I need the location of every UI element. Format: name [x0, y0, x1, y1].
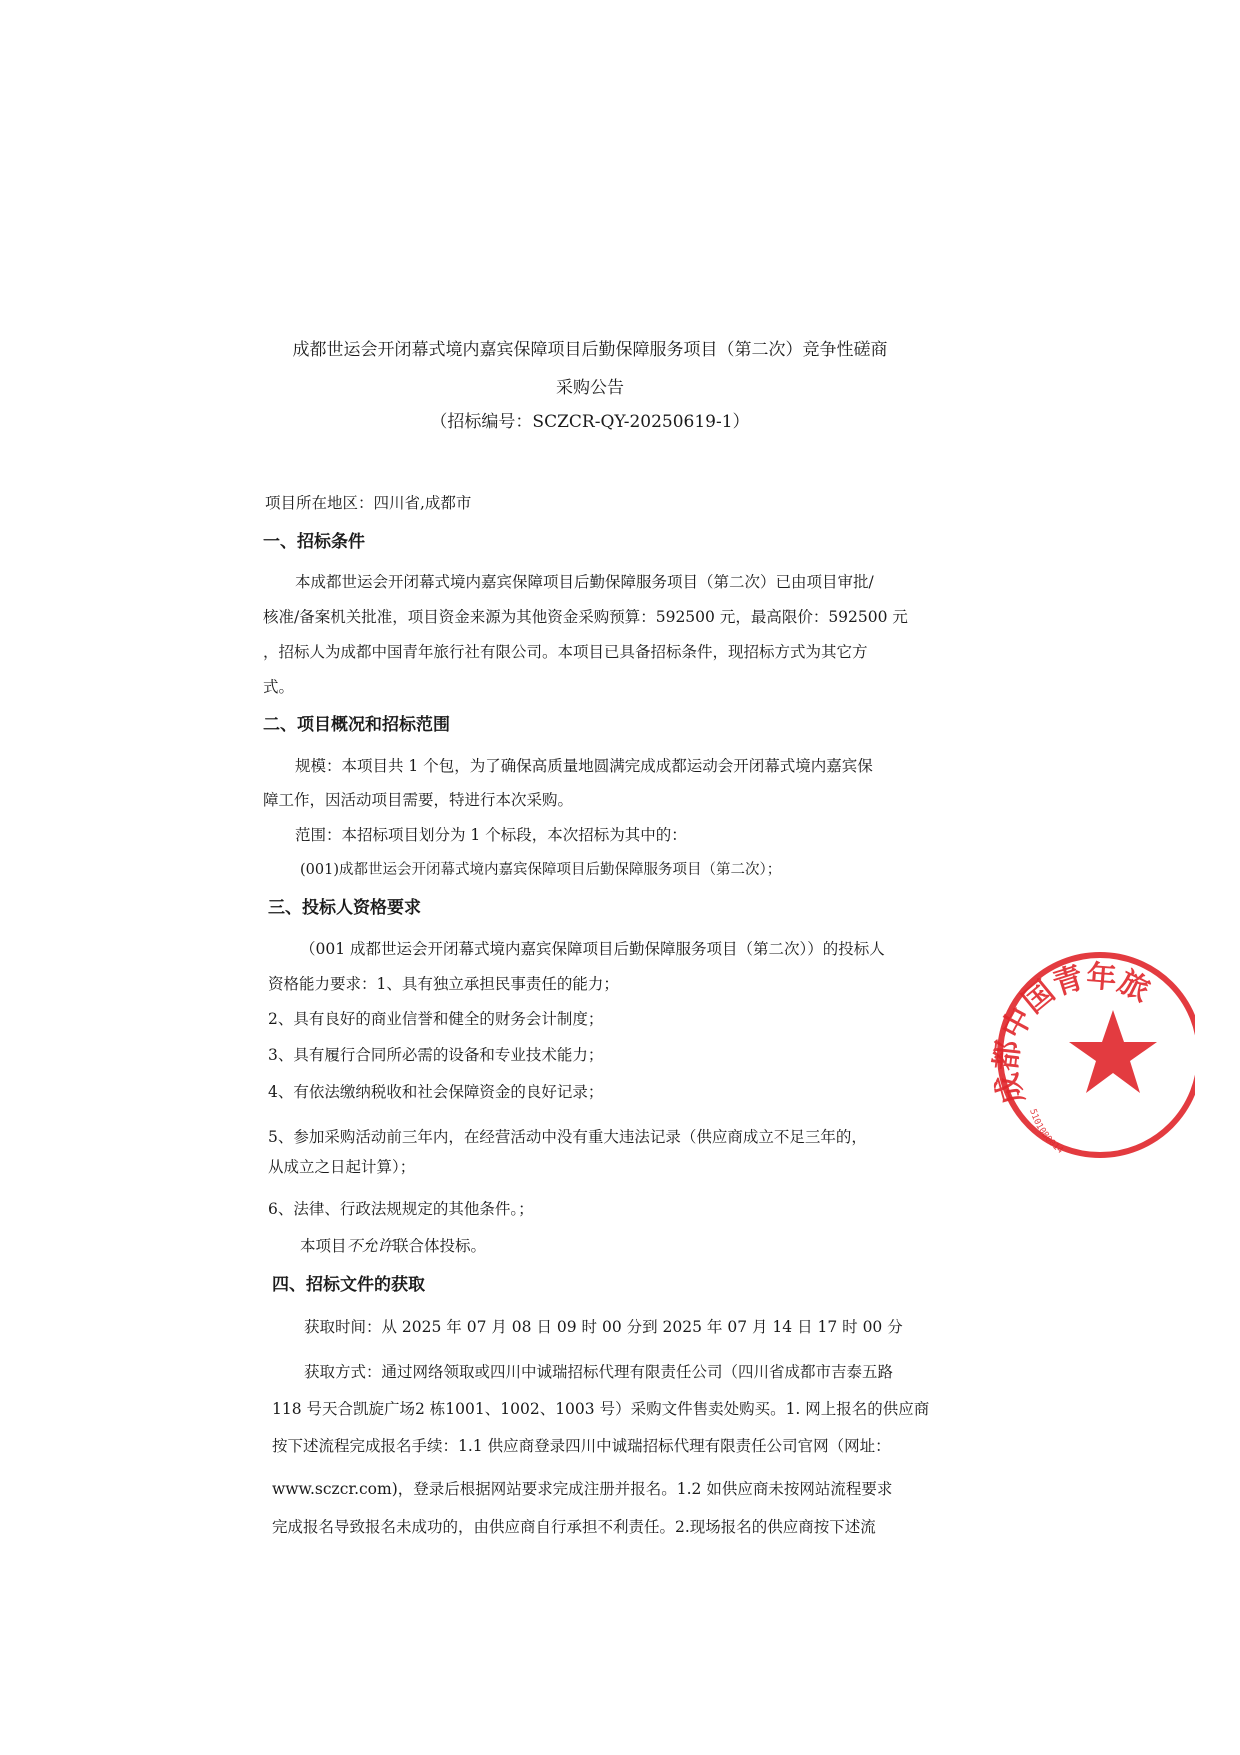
- section1-line: ，招标人为成都中国青年旅行社有限公司。本项目已具备招标条件，现招标方式为其它方: [263, 643, 868, 661]
- section3-line: 5、参加采购活动前三年内，在经营活动中没有重大违法记录（供应商成立不足三年的，: [268, 1128, 867, 1146]
- section1-line: 式。: [263, 678, 295, 696]
- section3-line: 2、具有良好的商业信誉和健全的财务会计制度；: [268, 1010, 604, 1028]
- company-seal-icon: [985, 950, 1195, 1160]
- consortium-note: [300, 1237, 486, 1256]
- section4-line: 完成报名导致报名未成功的，由供应商自行承担不利责任。2.现场报名的供应商按下述流: [272, 1518, 876, 1536]
- section3-line: 6、法律、行政法规规定的其他条件。；: [268, 1200, 534, 1218]
- section3-line: 资格能力要求：1、具有独立承担民事责任的能力；: [268, 975, 619, 993]
- consortium-italic: 不允许: [346, 1237, 394, 1255]
- section4-line: www.sczcr.com)，登录后根据网站要求完成注册并报名。1.2 如供应商未按网站流程要求: [272, 1480, 893, 1498]
- section1-heading: 一、招标条件: [263, 532, 365, 552]
- document-title-line2: 采购公告: [556, 378, 624, 398]
- section2-line: 范围：本招标项目划分为 1 个标段，本次招标为其中的：: [295, 826, 687, 844]
- section3-line: 3、具有履行合同所必需的设备和专业技术能力；: [268, 1046, 604, 1064]
- project-region: 项目所在地区：四川省,成都市: [265, 494, 472, 512]
- seal-star-icon: [1069, 1010, 1157, 1093]
- section3-line: 4、有依法缴纳税收和社会保障资金的良好记录；: [268, 1083, 604, 1101]
- section1-line: 本成都世运会开闭幕式境内嘉宾保障项目后勤保障服务项目（第二次）已由项目审批/: [295, 573, 874, 591]
- section2-heading: 二、项目概况和招标范围: [263, 715, 450, 735]
- section4-line: 获取方式：通过网络领取或四川中诚瑞招标代理有限责任公司（四川省成都市吉泰五路: [304, 1363, 894, 1381]
- seal-number: 5101080014: [1027, 1107, 1065, 1157]
- section3-heading: 三、投标人资格要求: [268, 898, 421, 918]
- section2-line: 障工作，因活动项目需要，特进行本次采购。: [263, 791, 574, 809]
- document-title: 成都世运会开闭幕式境内嘉宾保障项目后勤保障服务项目（第二次）竞争性磋商: [292, 340, 888, 360]
- section2-line: 规模：本项目共 1 个包，为了确保高质量地圆满完成成都运动会开闭幕式境内嘉宾保: [295, 757, 873, 775]
- section2-line: (001)成都世运会开闭幕式境内嘉宾保障项目后勤保障服务项目（第二次）；: [300, 862, 782, 878]
- section4-line: 获取时间：从 2025 年 07 月 08 日 09 时 00 分到 2025 年 07 月 14 日 17 时 00 分: [304, 1318, 903, 1336]
- section1-line: 核准/备案机关批准，项目资金来源为其他资金采购预算：592500 元，最高限价：592500 元: [263, 608, 908, 626]
- section4-line: 按下述流程完成报名手续：1.1 供应商登录四川中诚瑞招标代理有限责任公司官网（网址：: [272, 1437, 891, 1455]
- section3-line: 从成立之日起计算）；: [268, 1158, 416, 1176]
- consortium-prefix: 本项目: [300, 1237, 347, 1255]
- section3-line: （001 成都世运会开闭幕式境内嘉宾保障项目后勤保障服务项目（第二次））的投标人: [300, 940, 885, 958]
- section4-line: 118 号天合凯旋广场2 栋1001、1002、1003 号）采购文件售卖处购买。1. 网上报名的供应商: [272, 1400, 930, 1418]
- seal-text: 成都中国青年旅: [988, 959, 1156, 1108]
- tender-number: （招标编号：SCZCR-QY-20250619-1）: [430, 412, 750, 432]
- consortium-suffix: 联合体投标。: [393, 1237, 487, 1255]
- section4-heading: 四、招标文件的获取: [272, 1275, 425, 1295]
